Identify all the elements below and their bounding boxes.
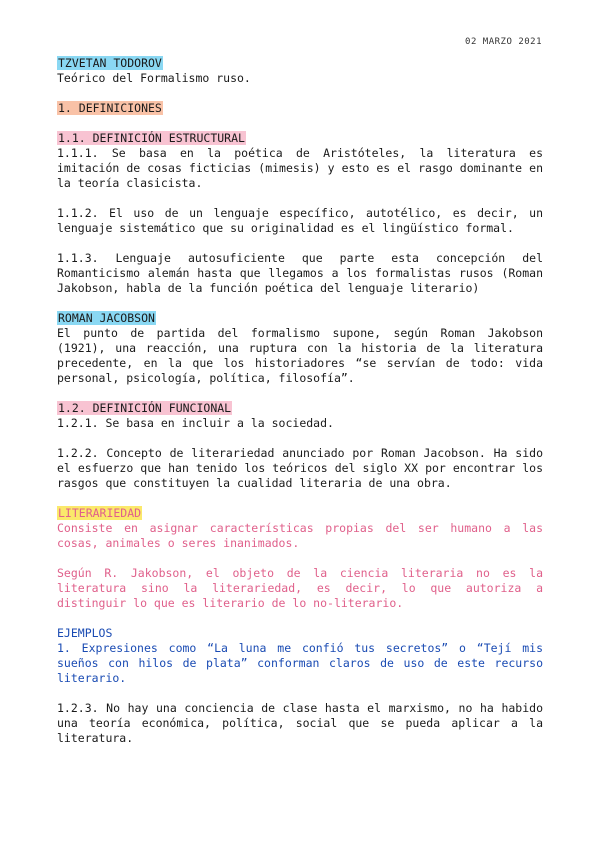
jacobson-heading: [57, 311, 543, 326]
ejemplos-heading: EJEMPLOS: [57, 626, 113, 640]
jacobson-title: ROMAN JACOBSON: [58, 311, 155, 325]
literariedad-heading: [57, 506, 543, 521]
author-name: TZVETAN TODOROV: [58, 56, 162, 70]
paragraph-1-1-1: 1.1.1. Se basa en la poética de Aristóteles, la literatura es imitación de cosas ficticias (mimesis) y esto es el rasgo dominante en la teoría clasicista.: [57, 146, 543, 190]
paragraph-1-2-2: 1.2.2. Concepto de literariedad anunciado por Roman Jacobson. Ha sido el esfuerzo que han tenido los teóricos del siglo XX por encontrar los rasgos que constituyen la cualidad literaria de una obra.: [57, 446, 543, 490]
paragraph-1-2-3: 1.2.3. No hay una conciencia de clase hasta el marxismo, no ha habido una teoría económica, política, social que se pueda aplicar a la literatura.: [57, 701, 543, 745]
subsection-title-functional: 1.2. DEFINICIÓN FUNCIONAL: [58, 401, 232, 415]
subsection-title-structural: 1.1. DEFINICIÓN ESTRUCTURAL: [58, 131, 245, 145]
subsection-heading-structural: [57, 131, 543, 146]
ejemplos-paragraph: 1. Expresiones como “La luna me confió tus secretos” o “Tejí mis sueños con hilos de plata” conforman claros de uso de este recurso literario.: [57, 641, 543, 685]
section-heading: [57, 101, 543, 116]
jacobson-paragraph: El punto de partida del formalismo supone, según Roman Jakobson (1921), una reacción, una ruptura con la historia de la literatura precedente, en la que los historiadores “se servían de todo: vida personal, psicología, política, filosofía”.: [57, 326, 543, 385]
document-body: [57, 56, 543, 746]
paragraph-1-1-2: 1.1.2. El uso de un lenguaje específico, autotélico, es decir, un lenguaje sistemático que su originalidad es el lingüístico formal.: [57, 206, 543, 235]
author-heading: [57, 56, 543, 71]
author-subtitle: Teórico del Formalismo ruso.: [57, 71, 251, 85]
literariedad-paragraph-1: Consiste en asignar características propias del ser humano a las cosas, animales o seres inanimados.: [57, 521, 543, 550]
document-date: 02 MARZO 2021: [465, 37, 542, 47]
paragraph-1-2-1: 1.2.1. Se basa en incluir a la sociedad.: [57, 416, 334, 430]
section-title: 1. DEFINICIONES: [58, 101, 162, 115]
paragraph-1-1-3: 1.1.3. Lenguaje autosuficiente que parte esta concepción del Romanticismo alemán hasta que llegamos a los formalistas rusos (Roman Jakobson, habla de la función poética del lenguaje literario): [57, 251, 543, 295]
literariedad-paragraph-2: Según R. Jakobson, el objeto de la ciencia literaria no es la literatura sino la literariedad, es decir, lo que autoriza a distinguir lo que es literario de lo no-literario.: [57, 566, 543, 610]
subsection-heading-functional: [57, 401, 543, 416]
literariedad-title: LITERARIEDAD: [58, 506, 142, 520]
